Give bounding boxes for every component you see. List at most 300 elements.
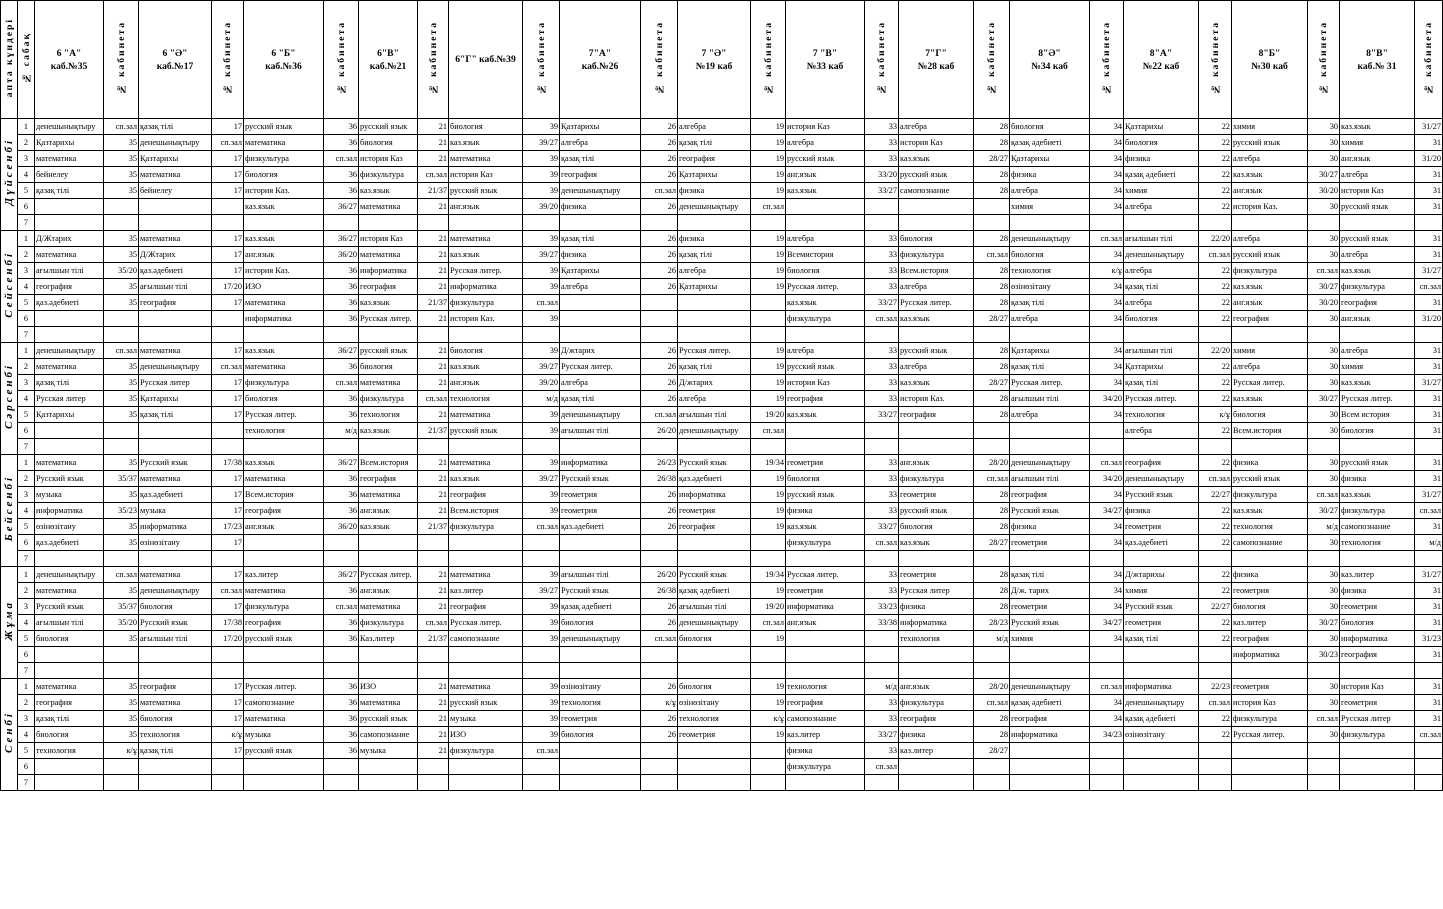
room-cell: м/д xyxy=(974,631,1010,647)
subject-cell: технология xyxy=(359,407,418,423)
room-cell: 17 xyxy=(212,167,244,183)
room-cell: 26 xyxy=(641,487,678,503)
room-cell: к/ұ xyxy=(751,711,786,727)
subject-cell: технология xyxy=(678,711,751,727)
subject-cell: ағылшын тілі xyxy=(35,263,104,279)
subject-cell: физика xyxy=(1340,471,1415,487)
subject-cell xyxy=(786,215,865,231)
room-cell: 21 xyxy=(418,231,449,247)
subject-cell: Русский язык xyxy=(678,567,751,583)
room-cell: 39/27 xyxy=(523,359,560,375)
subject-cell: Қазтарихы xyxy=(1124,119,1199,135)
room-cell: 31 xyxy=(1415,231,1443,247)
room-cell: 19 xyxy=(751,279,786,295)
subject-cell: Русский язык xyxy=(1124,599,1199,615)
room-cell: 28 xyxy=(974,359,1010,375)
lesson-number: 4 xyxy=(18,503,35,519)
subject-cell: география xyxy=(1010,487,1090,503)
room-cell xyxy=(641,311,678,327)
subject-cell: алгебра xyxy=(899,119,974,135)
room-cell xyxy=(974,647,1010,663)
subject-cell: қаз.әдебиеті xyxy=(139,487,212,503)
room-cell xyxy=(865,775,899,791)
lesson-number: 4 xyxy=(18,167,35,183)
subject-cell: Русский язык xyxy=(139,455,212,471)
subject-cell: математика xyxy=(139,695,212,711)
room-cell: 31/27 xyxy=(1415,567,1443,583)
subject-cell: история Каз xyxy=(1340,679,1415,695)
room-cell: м/д xyxy=(523,391,560,407)
room-cell: сп.зал xyxy=(523,743,560,759)
room-cell: 34 xyxy=(1090,311,1124,327)
room-cell: 36 xyxy=(324,295,359,311)
subject-cell: физкультура xyxy=(786,759,865,775)
subject-cell: анг.язык xyxy=(1340,151,1415,167)
subject-cell xyxy=(786,663,865,679)
subject-cell: қазақ тілі xyxy=(1010,295,1090,311)
subject-cell xyxy=(678,647,751,663)
room-number-header: № кабинета xyxy=(1199,1,1232,119)
lesson-row xyxy=(1,423,1443,439)
subject-cell: ағылшын тілі xyxy=(560,567,641,583)
subject-cell: информатика xyxy=(678,487,751,503)
subject-cell: физкультура xyxy=(244,151,324,167)
lesson-number: 2 xyxy=(18,135,35,151)
room-cell: 39 xyxy=(523,311,560,327)
room-cell xyxy=(1090,327,1124,343)
room-cell: 17 xyxy=(212,375,244,391)
room-cell: 31 xyxy=(1415,599,1443,615)
subject-cell: қаз.әдебиеті xyxy=(35,535,104,551)
subject-cell xyxy=(1232,215,1308,231)
room-cell: 19 xyxy=(751,631,786,647)
subject-cell xyxy=(899,647,974,663)
subject-cell: русский язык xyxy=(449,695,523,711)
room-cell: 34 xyxy=(1090,135,1124,151)
subject-cell xyxy=(786,327,865,343)
room-cell: 21 xyxy=(418,583,449,599)
subject-cell xyxy=(899,327,974,343)
room-cell: 30 xyxy=(1308,407,1340,423)
room-cell: 31 xyxy=(1415,615,1443,631)
room-cell xyxy=(751,743,786,759)
room-cell: 33 xyxy=(865,359,899,375)
room-cell xyxy=(523,647,560,663)
lesson-row xyxy=(1,279,1443,295)
class-room: №34 каб xyxy=(1031,60,1068,72)
day-name: Сәрсенбі xyxy=(1,343,18,455)
subject-cell: Русский язык xyxy=(35,471,104,487)
room-cell: 21 xyxy=(418,679,449,695)
subject-cell xyxy=(35,199,104,215)
room-cell xyxy=(751,295,786,311)
room-cell: 31 xyxy=(1415,519,1443,535)
room-cell: 21 xyxy=(418,503,449,519)
subject-cell: каз.язык xyxy=(359,423,418,439)
subject-cell: қазақ тілі xyxy=(678,247,751,263)
room-cell xyxy=(751,439,786,455)
room-cell: 33 xyxy=(865,455,899,471)
room-cell: 35 xyxy=(104,455,139,471)
room-cell: 26 xyxy=(641,231,678,247)
lesson-number: 1 xyxy=(18,679,35,695)
room-cell: 28 xyxy=(974,295,1010,311)
subject-cell: каз.язык xyxy=(449,359,523,375)
lesson-number: 2 xyxy=(18,247,35,263)
subject-cell: физкультура xyxy=(1340,279,1415,295)
room-cell: 28 xyxy=(974,503,1010,519)
room-cell: 17 xyxy=(212,743,244,759)
subject-cell: Русский язык xyxy=(560,583,641,599)
subject-cell: математика xyxy=(35,679,104,695)
subject-cell: химия xyxy=(1124,183,1199,199)
room-cell: 22 xyxy=(1199,423,1232,439)
room-cell: 33/27 xyxy=(865,727,899,743)
subject-cell: денешынықтыру xyxy=(1010,455,1090,471)
class-room: каб.№ 31 xyxy=(1357,60,1397,72)
room-cell: 21 xyxy=(418,151,449,167)
room-cell xyxy=(974,775,1010,791)
room-cell xyxy=(865,199,899,215)
lesson-number: 4 xyxy=(18,727,35,743)
subject-cell: биология xyxy=(1232,599,1308,615)
subject-cell: Русская литер. xyxy=(1232,375,1308,391)
subject-cell: биология xyxy=(1340,615,1415,631)
room-cell: 30 xyxy=(1308,423,1340,439)
subject-cell: география xyxy=(1232,311,1308,327)
room-cell xyxy=(865,551,899,567)
room-cell xyxy=(1415,439,1443,455)
subject-cell: каз.язык xyxy=(359,519,418,535)
room-cell: 22 xyxy=(1199,615,1232,631)
room-cell: 22/27 xyxy=(1199,599,1232,615)
room-cell: 21 xyxy=(418,599,449,615)
subject-cell: өзінөзітану xyxy=(1124,727,1199,743)
subject-cell: биология xyxy=(678,679,751,695)
room-cell: сп.зал xyxy=(418,391,449,407)
subject-cell: Русский язык xyxy=(560,471,641,487)
subject-cell: қазақ тілі xyxy=(1124,375,1199,391)
subject-cell xyxy=(1232,775,1308,791)
subject-cell xyxy=(678,327,751,343)
subject-cell: Русская литер. xyxy=(449,263,523,279)
subject-cell: геометрия xyxy=(899,487,974,503)
subject-cell: каз.язык xyxy=(899,535,974,551)
room-cell: сп.зал xyxy=(1308,487,1340,503)
room-cell: 30 xyxy=(1308,311,1340,327)
room-cell: сп.зал xyxy=(1090,231,1124,247)
subject-cell: алгебра xyxy=(786,343,865,359)
subject-cell: каз.язык xyxy=(1232,391,1308,407)
subject-cell: алгебра xyxy=(1340,247,1415,263)
room-cell: 19 xyxy=(751,503,786,519)
subject-cell: география xyxy=(139,679,212,695)
subject-cell: математика xyxy=(244,711,324,727)
room-cell: сп.зал xyxy=(974,471,1010,487)
room-cell: м/д xyxy=(1308,519,1340,535)
subject-cell: физкультура xyxy=(244,599,324,615)
room-cell: 39/20 xyxy=(523,375,560,391)
subject-cell: анг.язык xyxy=(1232,295,1308,311)
lesson-number: 4 xyxy=(18,279,35,295)
subject-cell: геометрия xyxy=(560,503,641,519)
room-cell: 34 xyxy=(1090,487,1124,503)
lesson-number: 1 xyxy=(18,455,35,471)
room-cell xyxy=(1199,439,1232,455)
subject-cell xyxy=(899,551,974,567)
room-cell: 26 xyxy=(641,599,678,615)
room-cell: 39 xyxy=(523,615,560,631)
subject-cell xyxy=(449,215,523,231)
room-cell: 19 xyxy=(751,391,786,407)
subject-cell: қазақ тілі xyxy=(1124,279,1199,295)
room-cell xyxy=(212,663,244,679)
subject-cell: математика xyxy=(449,679,523,695)
room-cell: 17 xyxy=(212,679,244,695)
subject-cell: география xyxy=(786,695,865,711)
room-cell: 33 xyxy=(865,231,899,247)
subject-cell: география xyxy=(1124,455,1199,471)
subject-cell xyxy=(1232,439,1308,455)
subject-cell: алгебра xyxy=(1340,167,1415,183)
room-cell xyxy=(751,759,786,775)
subject-cell xyxy=(560,327,641,343)
room-cell: 36/27 xyxy=(324,567,359,583)
lesson-row xyxy=(1,263,1443,279)
subject-cell: каз.язык xyxy=(899,375,974,391)
subject-cell xyxy=(1232,327,1308,343)
subject-cell: математика xyxy=(449,231,523,247)
subject-cell: история Каз xyxy=(899,135,974,151)
room-cell: 36 xyxy=(324,311,359,327)
subject-cell: биология xyxy=(786,471,865,487)
room-cell: 31 xyxy=(1415,391,1443,407)
subject-cell xyxy=(1010,215,1090,231)
room-cell: 30 xyxy=(1308,679,1340,695)
room-cell: 19 xyxy=(751,487,786,503)
room-cell xyxy=(1415,551,1443,567)
room-cell xyxy=(104,647,139,663)
subject-cell xyxy=(1010,663,1090,679)
room-cell xyxy=(523,327,560,343)
subject-cell: физика xyxy=(560,247,641,263)
subject-cell xyxy=(139,423,212,439)
room-cell xyxy=(1308,743,1340,759)
lesson-number: 3 xyxy=(18,487,35,503)
room-cell: 35 xyxy=(104,679,139,695)
room-cell: 17 xyxy=(212,599,244,615)
room-cell: 21/37 xyxy=(418,519,449,535)
subject-cell: география xyxy=(244,615,324,631)
class-room: №28 каб xyxy=(917,60,955,72)
subject-cell: физика xyxy=(1124,151,1199,167)
room-cell: 35 xyxy=(104,583,139,599)
subject-cell: ИЗО xyxy=(244,279,324,295)
subject-cell: самопознание xyxy=(1340,519,1415,535)
room-cell: 31 xyxy=(1415,679,1443,695)
subject-cell: каз.язык xyxy=(1232,167,1308,183)
lesson-row xyxy=(1,375,1443,391)
subject-cell: самопознание xyxy=(244,695,324,711)
subject-cell: информатика xyxy=(1010,727,1090,743)
lesson-row xyxy=(1,615,1443,631)
class-name: 8"Ә" xyxy=(1038,47,1061,59)
subject-cell: қазақ тілі xyxy=(1010,567,1090,583)
subject-cell xyxy=(1340,663,1415,679)
subject-cell: каз.язык xyxy=(1232,503,1308,519)
subject-cell: анг.язык xyxy=(1340,311,1415,327)
room-cell xyxy=(974,759,1010,775)
subject-cell: қазақ тілі xyxy=(1124,631,1199,647)
subject-cell: биология xyxy=(1340,423,1415,439)
room-cell: 22 xyxy=(1199,631,1232,647)
subject-cell: алгебра xyxy=(1232,151,1308,167)
lesson-row xyxy=(1,183,1443,199)
room-cell: 28/27 xyxy=(974,375,1010,391)
room-cell xyxy=(1308,775,1340,791)
subject-cell: математика xyxy=(449,151,523,167)
subject-cell: алгебра xyxy=(1124,263,1199,279)
class-name: 7"Г" xyxy=(925,47,947,59)
subject-cell xyxy=(1340,743,1415,759)
room-cell: 36 xyxy=(324,487,359,503)
room-cell xyxy=(418,647,449,663)
subject-cell: физика xyxy=(899,599,974,615)
room-cell: 28/27 xyxy=(974,535,1010,551)
subject-cell xyxy=(899,663,974,679)
room-cell xyxy=(1415,663,1443,679)
subject-cell: каз.язык xyxy=(244,199,324,215)
room-cell: 17 xyxy=(212,407,244,423)
subject-cell: математика xyxy=(35,151,104,167)
subject-cell: анг.язык xyxy=(449,375,523,391)
room-cell: 22 xyxy=(1199,375,1232,391)
lesson-row xyxy=(1,519,1443,535)
subject-cell: қазақ тілі xyxy=(139,119,212,135)
room-cell: 36 xyxy=(324,279,359,295)
room-cell: 30/27 xyxy=(1308,503,1340,519)
subject-cell xyxy=(678,215,751,231)
room-cell: 36 xyxy=(324,167,359,183)
subject-cell: физкультура xyxy=(244,375,324,391)
subject-cell: ағылшын тілі xyxy=(1010,471,1090,487)
subject-cell xyxy=(1010,647,1090,663)
room-cell: к/ұ xyxy=(212,727,244,743)
subject-cell xyxy=(359,439,418,455)
room-cell: 35 xyxy=(104,407,139,423)
lesson-number: 1 xyxy=(18,343,35,359)
subject-cell: анг.язык xyxy=(244,247,324,263)
subject-cell xyxy=(560,439,641,455)
subject-cell xyxy=(560,215,641,231)
lesson-number: 3 xyxy=(18,711,35,727)
subject-cell: биология xyxy=(1124,135,1199,151)
subject-cell: қазақ тілі xyxy=(678,359,751,375)
class-room: №22 каб xyxy=(1142,60,1180,72)
subject-cell xyxy=(560,295,641,311)
room-cell: 21 xyxy=(418,199,449,215)
subject-cell: каз.язык xyxy=(359,295,418,311)
room-cell: 22 xyxy=(1199,311,1232,327)
room-cell xyxy=(865,215,899,231)
subject-cell: русский язык xyxy=(899,343,974,359)
subject-cell: денешынықтыру xyxy=(35,567,104,583)
room-number-header: № кабинета xyxy=(324,1,359,119)
subject-cell: физкультура xyxy=(449,519,523,535)
room-cell: 35 xyxy=(104,375,139,391)
subject-cell: химия xyxy=(1010,631,1090,647)
room-cell xyxy=(324,775,359,791)
room-cell: 31 xyxy=(1415,695,1443,711)
subject-cell: Қазтарихы xyxy=(1010,343,1090,359)
subject-cell: физкультура xyxy=(359,167,418,183)
subject-cell xyxy=(560,743,641,759)
subject-cell: география xyxy=(1340,295,1415,311)
subject-cell xyxy=(244,215,324,231)
subject-cell: Всем.история xyxy=(899,263,974,279)
room-cell: 21 xyxy=(418,743,449,759)
lesson-number: 6 xyxy=(18,199,35,215)
room-cell: 35/23 xyxy=(104,503,139,519)
subject-cell xyxy=(678,439,751,455)
room-cell: сп.зал xyxy=(1415,279,1443,295)
room-cell xyxy=(212,551,244,567)
room-cell: 28 xyxy=(974,711,1010,727)
subject-cell: денешынықтыру xyxy=(560,407,641,423)
lesson-number: 4 xyxy=(18,615,35,631)
class-name: 6 "А" xyxy=(56,47,82,59)
subject-cell: қазақ тілі xyxy=(560,391,641,407)
room-cell: 26/38 xyxy=(641,471,678,487)
room-cell: 36 xyxy=(324,503,359,519)
room-cell: 34 xyxy=(1090,407,1124,423)
room-cell xyxy=(104,327,139,343)
subject-cell xyxy=(139,759,212,775)
room-cell xyxy=(974,215,1010,231)
subject-cell: геометрия xyxy=(1124,519,1199,535)
subject-cell: алгебра xyxy=(560,279,641,295)
room-cell: 17 xyxy=(212,487,244,503)
room-cell: м/д xyxy=(865,679,899,695)
lesson-row xyxy=(1,455,1443,471)
room-cell xyxy=(974,423,1010,439)
subject-cell xyxy=(244,551,324,567)
subject-cell: каз.литер xyxy=(786,727,865,743)
room-cell: 21/37 xyxy=(418,631,449,647)
room-cell: 28/27 xyxy=(974,743,1010,759)
room-cell: сп.зал xyxy=(104,119,139,135)
lesson-number: 3 xyxy=(18,375,35,391)
lesson-number: 2 xyxy=(18,359,35,375)
subject-cell: денешынықтыру xyxy=(139,135,212,151)
subject-cell xyxy=(359,775,418,791)
room-cell: 35 xyxy=(104,519,139,535)
room-cell: 39 xyxy=(523,151,560,167)
subject-cell: каз.язык xyxy=(1340,375,1415,391)
subject-cell: физика xyxy=(1232,567,1308,583)
class-name: 8"А" xyxy=(1149,47,1173,59)
subject-cell: биология xyxy=(899,519,974,535)
subject-cell: история Каз. xyxy=(449,311,523,327)
room-cell xyxy=(324,327,359,343)
subject-cell: русский язык xyxy=(1232,247,1308,263)
room-cell: 36 xyxy=(324,119,359,135)
lesson-number: 7 xyxy=(18,215,35,231)
room-cell xyxy=(523,535,560,551)
subject-cell xyxy=(359,535,418,551)
subject-cell: история Каз xyxy=(786,375,865,391)
room-cell: 26 xyxy=(641,263,678,279)
